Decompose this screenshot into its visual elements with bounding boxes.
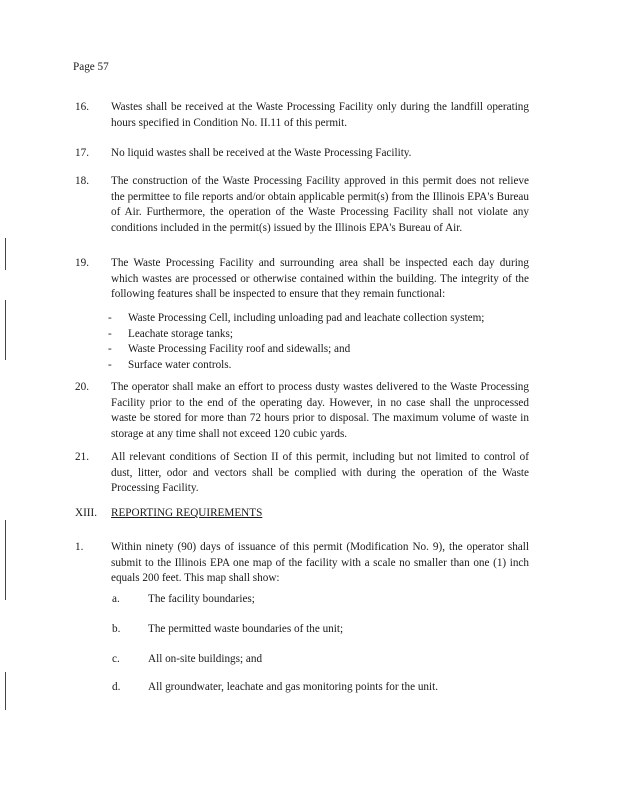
section-number: XIII. — [75, 507, 98, 519]
list-item-text: Surface water controls. — [128, 358, 232, 371]
item-text: All on-site buildings; and — [148, 653, 263, 665]
bullet-dash: - — [108, 358, 112, 371]
list-item-text: Waste Processing Facility roof and sidewalls; and — [128, 343, 351, 356]
condition-number: 21. — [75, 451, 89, 463]
condition-text: The construction of the Waste Processing Facility approved in this permit does not relieve the permittee to file reports and/or obtain applicable permit(s) from the Illinois EPA's Bureau of Air. Furthermore, the operation of the Waste Processing Facility shall not violate any conditions included in the permit(s) issued by the Illinois EPA's Bureau of Air. — [111, 175, 529, 234]
item-letter: c. — [112, 653, 120, 665]
condition-text: The operator shall make an effort to process dusty wastes delivered to the Waste Processing Facility prior to the end of the operating day. However, in no case shall the unprocessed waste be stored for more than 72 hours prior to disposal. The maximum volume of waste in storage at any time shall not exceed 120 cubic yards. — [111, 381, 529, 440]
section-title: REPORTING REQUIREMENTS — [111, 507, 263, 519]
item-text: The permitted waste boundaries of the unit; — [148, 623, 344, 635]
list-item — [108, 358, 528, 374]
scan-mark — [5, 300, 6, 360]
bullet-dash: - — [108, 312, 112, 324]
condition-text: The Waste Processing Facility and surrounding area shall be inspected each day during which wastes are processed or otherwise contained within the building. The integrity of the following features shall be inspected to ensure that they remain functional: — [111, 257, 529, 301]
item-letter: a. — [112, 593, 120, 605]
page-number: Page 57 — [73, 61, 109, 73]
scan-mark — [5, 238, 6, 270]
condition-text: No liquid wastes shall be received at the Waste Processing Facility. — [111, 147, 412, 159]
bullet-dash: - — [108, 343, 112, 356]
condition-number: 18. — [75, 175, 89, 187]
condition-number: 19. — [75, 257, 89, 269]
item-letter: b. — [112, 623, 121, 635]
item-number: 1. — [75, 541, 84, 553]
list-item-text: Leachate storage tanks; — [128, 327, 233, 340]
item-text: The facility boundaries; — [148, 593, 255, 605]
condition-number: 17. — [75, 147, 89, 159]
condition-number: 16. — [75, 101, 89, 113]
item-text: All groundwater, leachate and gas monitoring points for the unit. — [148, 681, 439, 693]
item-text: Within ninety (90) days of issuance of this permit (Modification No. 9), the operator shall submit to the Illinois EPA one map of the facility with a scale no smaller than one (1) inch equals 200 feet. This map shall show: — [111, 541, 529, 585]
list-item — [108, 342, 528, 358]
condition-text: All relevant conditions of Section II of this permit, including but not limited to control of dust, litter, odor and vectors shall be complied with during the operation of the Waste Processing Facility. — [111, 451, 529, 495]
condition-number: 20. — [75, 381, 89, 393]
item-letter: d. — [112, 681, 121, 693]
scan-mark — [5, 520, 6, 600]
scan-mark — [5, 672, 6, 710]
list-item — [108, 327, 528, 343]
list-item — [108, 311, 528, 327]
list-item-text: Waste Processing Cell, including unloading pad and leachate collection system; — [128, 312, 485, 324]
condition-text: Wastes shall be received at the Waste Processing Facility only during the landfill operating hours specified in Condition No. II.11 of this permit. — [111, 101, 529, 129]
inspection-feature-list — [108, 311, 528, 373]
bullet-dash: - — [108, 327, 112, 340]
